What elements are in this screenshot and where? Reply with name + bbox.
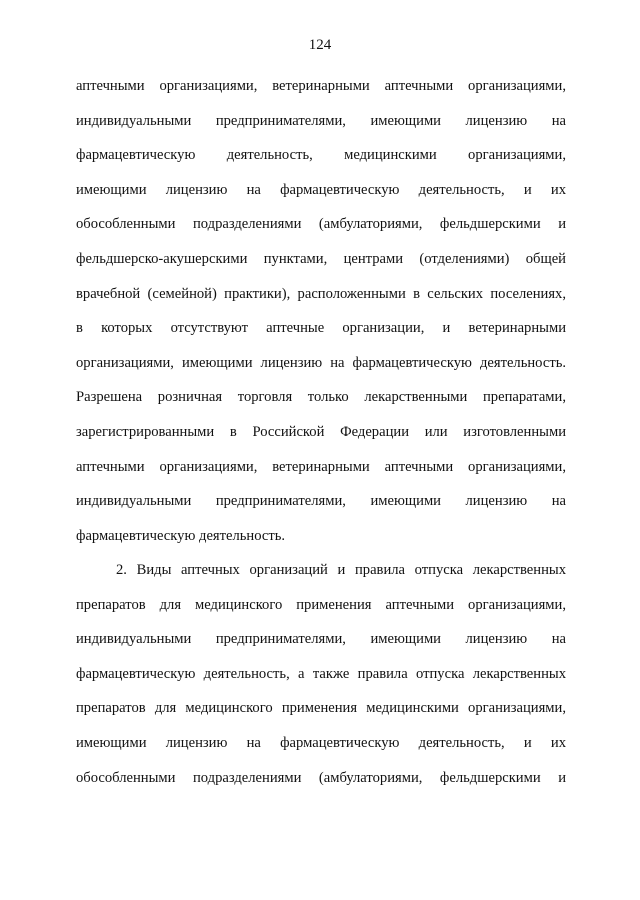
text-line: зарегистрированными в Российской Федерации или изготовленными bbox=[76, 423, 566, 440]
text-line: препаратов для медицинского применения аптечными организациями, bbox=[76, 596, 566, 613]
text-line: препаратов для медицинского применения медицинскими организациями, bbox=[76, 700, 566, 717]
page-number: 124 bbox=[308, 37, 332, 53]
text-line: 2. Виды аптечных организаций и правила отпуска лекарственных bbox=[116, 562, 566, 578]
text-line: индивидуальными предпринимателями, имеющими лицензию на bbox=[76, 493, 566, 510]
text-line: Разрешена розничная торговля только лекарственными препаратами, bbox=[76, 389, 566, 406]
paragraph-1 bbox=[76, 76, 566, 560]
text-line: обособленными подразделениями (амбулаториями, фельдшерскими и bbox=[76, 769, 566, 786]
text-line: фармацевтическую деятельность, а также правила отпуска лекарственных bbox=[76, 665, 566, 682]
text-line: имеющими лицензию на фармацевтическую деятельность, и их bbox=[76, 181, 566, 198]
text-line: организациями, имеющими лицензию на фармацевтическую деятельность. bbox=[76, 354, 566, 371]
text-line: индивидуальными предпринимателями, имеющими лицензию на bbox=[76, 112, 566, 129]
text-line: имеющими лицензию на фармацевтическую деятельность, и их bbox=[76, 734, 566, 751]
text-line: фельдшерско-акушерскими пунктами, центрами (отделениями) общей bbox=[76, 250, 566, 267]
text-line: обособленными подразделениями (амбулаториями, фельдшерскими и bbox=[76, 216, 566, 233]
text-line: фармацевтическую деятельность, медицинскими организациями, bbox=[76, 147, 566, 164]
paragraph-2 bbox=[76, 560, 566, 802]
text-line: аптечными организациями, ветеринарными аптечными организациями, bbox=[76, 458, 566, 475]
text-line: врачебной (семейной) практики), расположенными в сельских поселениях, bbox=[76, 285, 566, 302]
text-line: в которых отсутствуют аптечные организации, и ветеринарными bbox=[76, 320, 566, 337]
text-line: индивидуальными предпринимателями, имеющими лицензию на bbox=[76, 631, 566, 648]
text-line: аптечными организациями, ветеринарными аптечными организациями, bbox=[76, 78, 566, 94]
text-line: фармацевтическую деятельность. bbox=[76, 527, 286, 544]
